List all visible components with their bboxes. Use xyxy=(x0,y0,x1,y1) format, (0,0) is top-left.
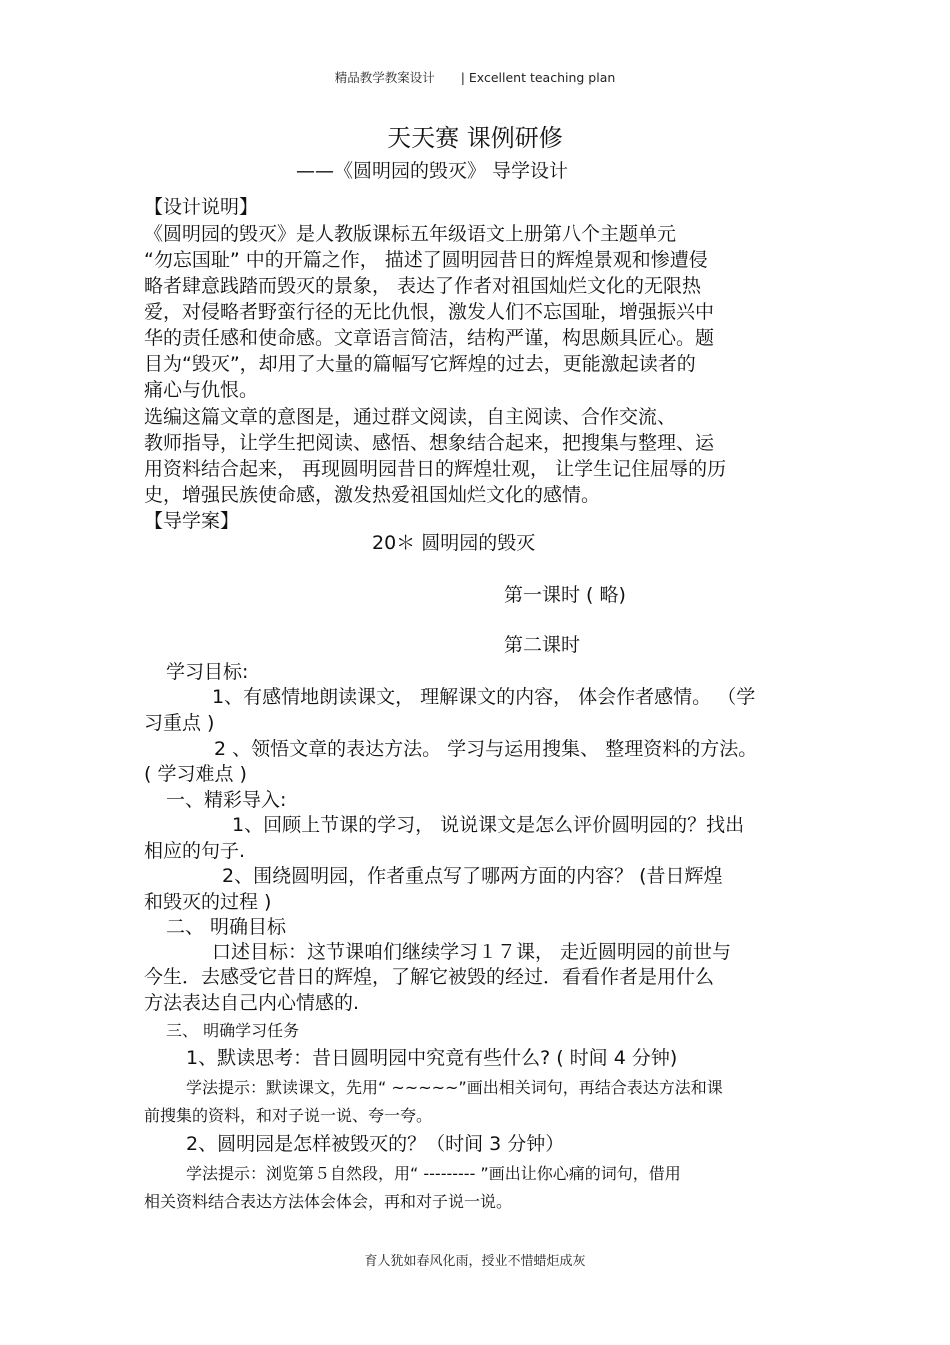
step-item-cont: 相应的句子. xyxy=(144,840,246,862)
paragraph-line: “勿忘国耻” 中的开篇之作， 描述了圆明园昔日的辉煌景观和惨遭侵 xyxy=(144,249,708,271)
objective-item-cont: ( 学习难点 ) xyxy=(144,763,247,785)
lesson-period-heading: 第一课时 ( 略) xyxy=(504,584,626,606)
objective-item: 2 、领悟文章的表达方法。 学习与运用搜集、 整理资料的方法。 xyxy=(214,738,758,760)
paragraph-line: 华的责任感和使命感。文章语言简洁，结构严谨，构思颇具匠心。题 xyxy=(144,327,715,349)
method-tip-cont: 前搜集的资料，和对子说一说、夸一夸。 xyxy=(144,1106,433,1125)
step-item-cont: 和毁灭的过程 ) xyxy=(144,891,272,913)
task-item: 2、圆明园是怎样被毁灭的？（时间 3 分钟） xyxy=(186,1133,565,1155)
paragraph-line: 选编这篇文章的意图是，通过群文阅读，自主阅读、合作交流、 xyxy=(144,406,677,428)
lesson-title: 20＊ 圆明园的毁灭 xyxy=(372,532,536,554)
step-item-cont: 今生．去感受它昔日的辉煌，了解它被毁的经过．看看作者是用什么 xyxy=(144,966,715,988)
paragraph-line: 目为“毁灭”，却用了大量的篇幅写它辉煌的过去，更能激起读者的 xyxy=(144,353,696,375)
paragraph-line: 用资料结合起来， 再现圆明园昔日的辉煌壮观， 让学生记住屈辱的历 xyxy=(144,458,727,480)
lesson-period-heading: 第二课时 xyxy=(504,634,581,656)
task-item: 1、默读思考：昔日圆明园中究竟有些什么? ( 时间 4 分钟) xyxy=(186,1047,678,1069)
step-item-cont: 方法表达自己内心情感的. xyxy=(144,992,360,1014)
header-left: 精品教学教案设计 xyxy=(334,70,435,85)
method-tip: 学法提示：浏览第５自然段，用“ --------- ”画出让你心痛的词句，借用 xyxy=(186,1164,681,1183)
document-title: 天天赛 课例研修 xyxy=(387,124,563,152)
document-subtitle: ——《圆明园的毁灭》 导学设计 xyxy=(296,160,569,182)
header-right: | Excellent teaching plan xyxy=(460,70,616,85)
step-heading: 三、 明确学习任务 xyxy=(166,1021,300,1040)
paragraph-line: 《圆明园的毁灭》是人教版课标五年级语文上册第八个主题单元 xyxy=(144,223,677,245)
step-heading: 二、 明确目标 xyxy=(166,916,287,938)
method-tip-cont: 相关资料结合表达方法体会体会，再和对子说一说。 xyxy=(144,1192,513,1211)
paragraph-line: 爱，对侵略者野蛮行径的无比仇恨，激发人们不忘国耻，增强振兴中 xyxy=(144,301,715,323)
step-item: 2、围绕圆明园，作者重点写了哪两方面的内容？ (昔日辉煌 xyxy=(222,865,723,887)
method-tip: 学法提示：默读课文，先用“ ~~~~~”画出相关词句，再结合表达方法和课 xyxy=(186,1078,723,1097)
objective-item: 1、有感情地朗读课文， 理解课文的内容， 体会作者感情。 （学 xyxy=(212,686,756,708)
paragraph-line: 史，增强民族使命感，激发热爱祖国灿烂文化的感情。 xyxy=(144,484,601,506)
page-footer: 育人犹如春风化雨，授业不惜蜡炬成灰 xyxy=(364,1254,586,1269)
step-item: 口述目标：这节课咱们继续学习１７课， 走近圆明园的前世与 xyxy=(212,941,732,963)
paragraph-line: 痛心与仇恨。 xyxy=(144,379,259,401)
step-heading: 一、精彩导入: xyxy=(166,789,287,811)
page-header xyxy=(0,68,950,86)
paragraph-line: 略者肆意践踏而毁灭的景象， 表达了作者对祖国灿烂文化的无限热 xyxy=(144,275,702,297)
step-item: 1、回顾上节课的学习， 说说课文是怎么评价圆明园的？找出 xyxy=(232,814,745,836)
objective-item-cont: 习重点 ) xyxy=(144,712,215,734)
objectives-heading: 学习目标: xyxy=(166,661,249,683)
paragraph-line: 教师指导，让学生把阅读、感悟、想象结合起来，把搜集与整理、运 xyxy=(144,432,715,454)
section-heading: 【导学案】 xyxy=(144,510,240,532)
section-heading: 【设计说明】 xyxy=(144,196,259,218)
